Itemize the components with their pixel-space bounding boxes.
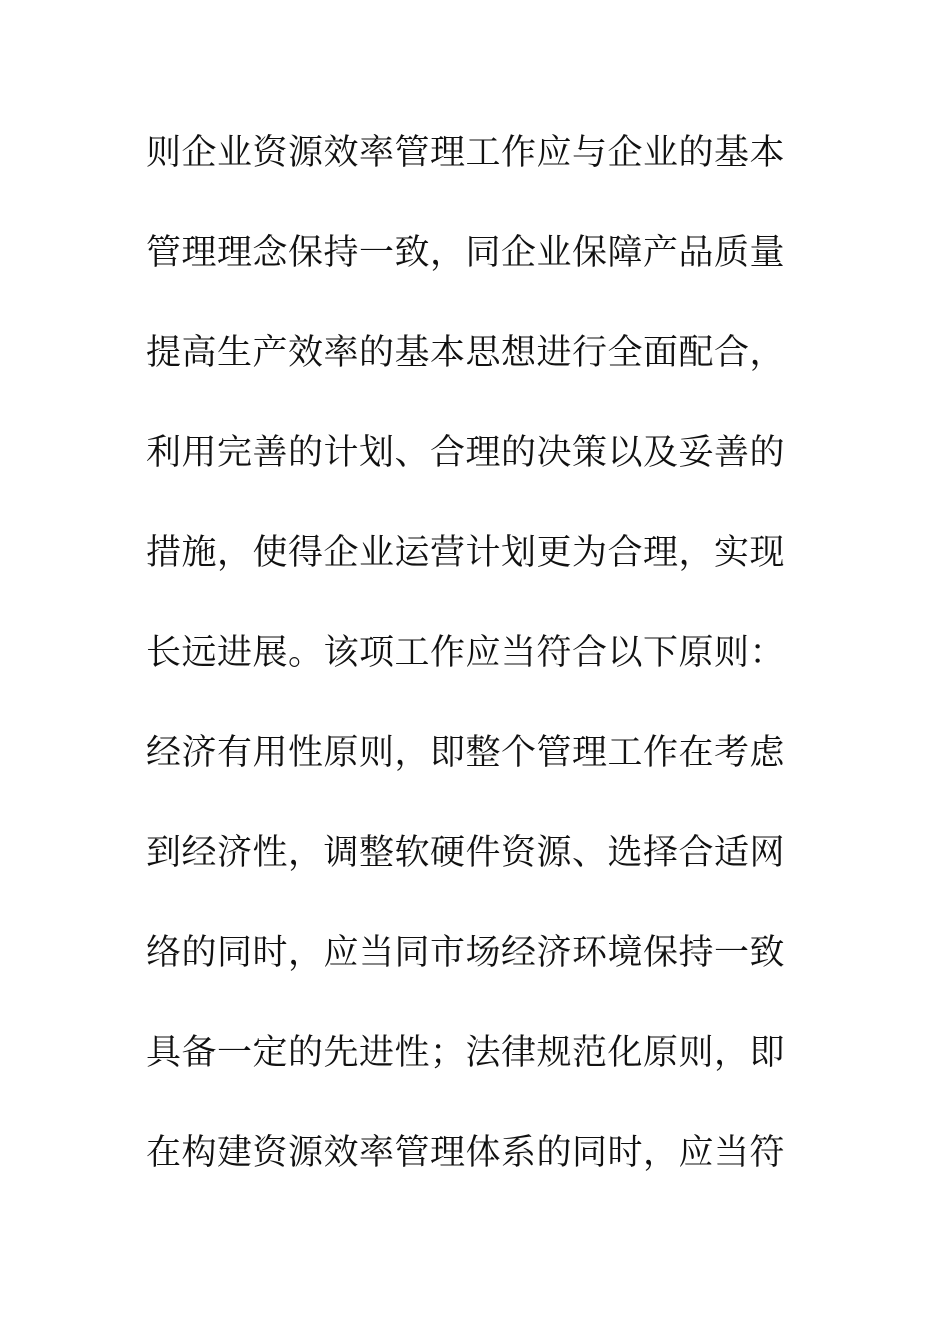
text-line: 则企业资源效率管理工作应与企业的基本	[146, 133, 786, 173]
text-line: 络的同时，应当同市场经济环境保持一致	[146, 933, 786, 973]
text-line: 长远进展。该项工作应当符合以下原则：	[146, 633, 786, 673]
text-line: 管理理念保持一致，同企业保障产品质量	[146, 233, 786, 273]
text-line: 到经济性，调整软硬件资源、选择合适网	[146, 833, 786, 873]
text-line: 在构建资源效率管理体系的同时，应当符	[146, 1133, 786, 1173]
body-text	[146, 125, 826, 1225]
text-line: 措施，使得企业运营计划更为合理，实现	[146, 533, 786, 573]
text-line: 提高生产效率的基本思想进行全面配合，	[146, 333, 786, 373]
text-line: 经济有用性原则，即整个管理工作在考虑	[146, 733, 786, 773]
text-line: 具备一定的先进性；法律规范化原则，即	[146, 1033, 786, 1073]
text-line: 利用完善的计划、合理的决策以及妥善的	[146, 433, 786, 473]
